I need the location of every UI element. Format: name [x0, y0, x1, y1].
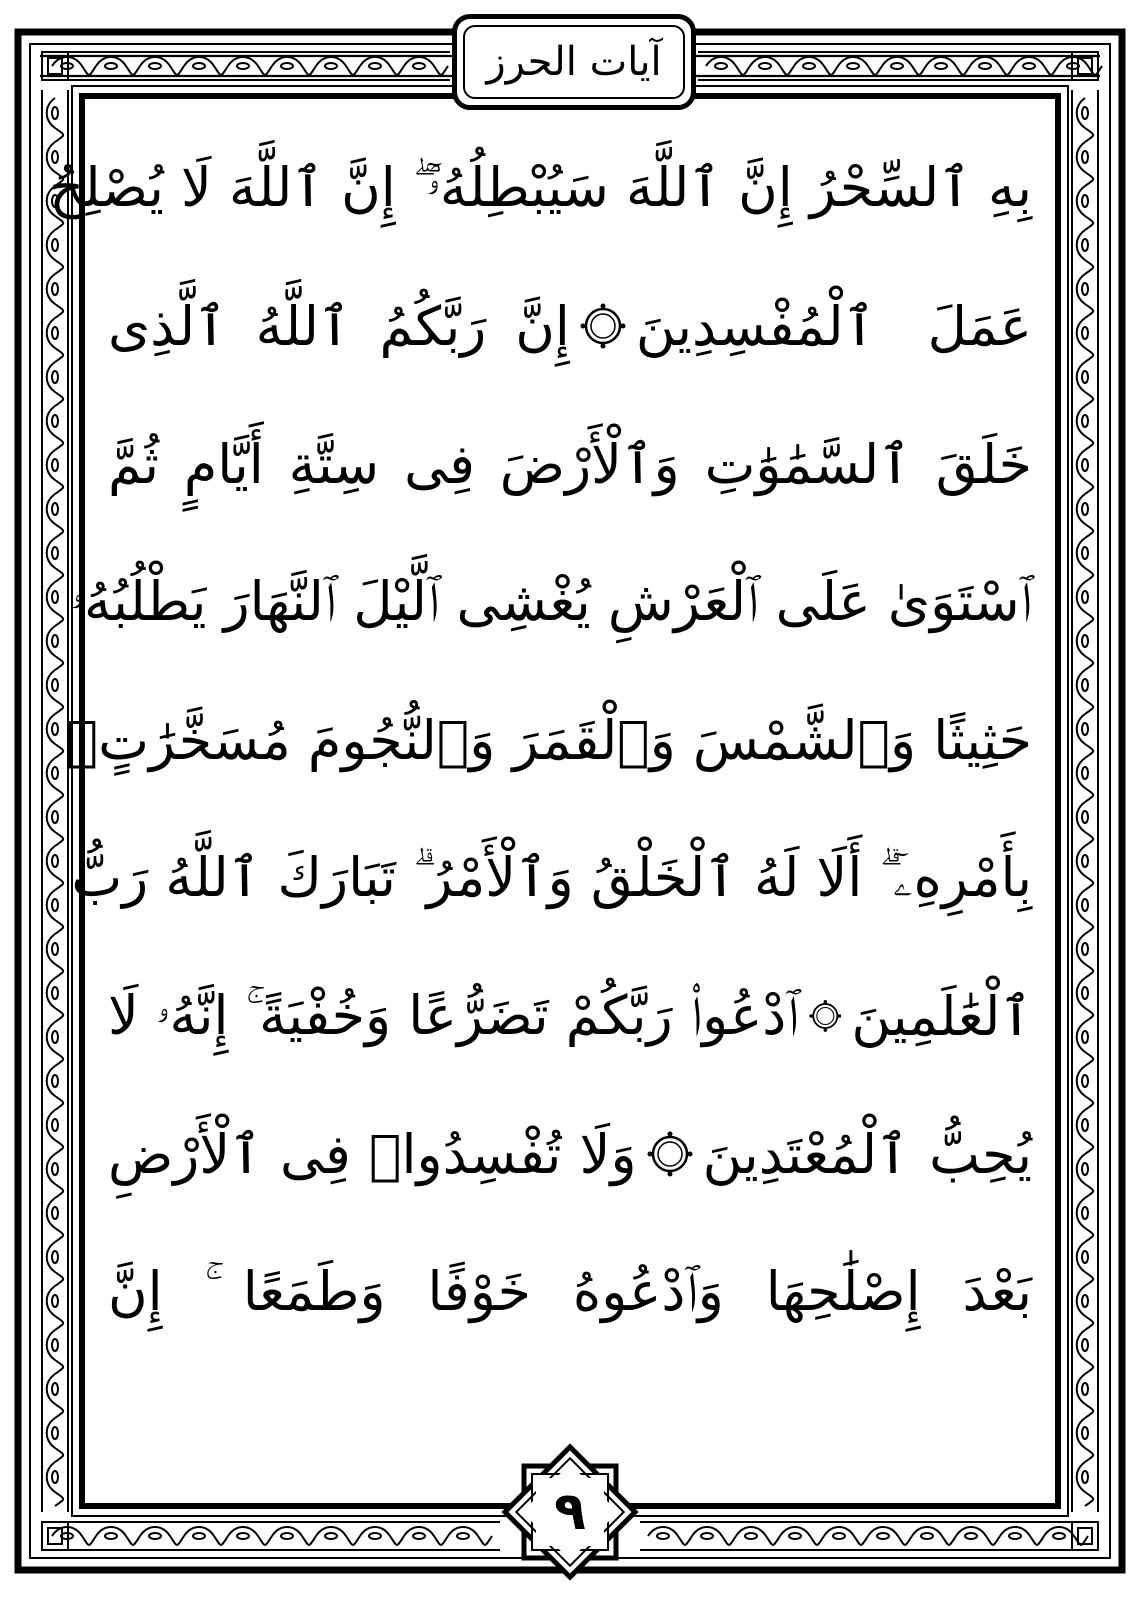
- verse-line-6: [71, 810, 1032, 946]
- verse-text: خَلَقَ ٱلسَّمَٰوَٰتِ وَٱلْأَرْضَ فِى سِتَّةِ أَيَّامٍ ثُمَّ: [108, 432, 1032, 496]
- verse-text-part-b: وَلَا تُفْسِدُوا۟ فِى ٱلْأَرْضِ: [108, 1122, 637, 1186]
- title-cartouche: [452, 14, 696, 110]
- verse-text: بِهِ ٱلسِّحْرُ إِنَّ ٱللَّهَ سَيُبْطِلُهُۥٓ ۖ إِنَّ ٱللَّهَ لَا يُصْلِحُ: [49, 156, 1032, 219]
- page-number-medallion: [498, 1440, 642, 1584]
- verse-line-8: [108, 1086, 1032, 1222]
- verse-line-2: [108, 258, 1032, 394]
- verse-text: بَعْدَ إِصْلَٰحِهَا وَٱدْعُوهُ خَوْفًا وَطَمَعًا ۚ إِنَّ: [108, 1260, 1032, 1323]
- verse-text-part-a: عَمَلَ ٱلْمُفْسِدِينَ: [635, 294, 1032, 358]
- verse-text-part-b: ٱدْعُوا۟ رَبَّكُمْ تَضَرُّعًا وَخُفْيَةً ۚ إِنَّهُۥ لَا: [108, 984, 799, 1047]
- verse-text-area: [49, 120, 1032, 1380]
- verse-line-9: [108, 1224, 1032, 1360]
- verse-line-1: [49, 120, 1032, 256]
- ayah-end-marker-icon: [647, 1131, 693, 1177]
- verse-line-7: [108, 948, 1032, 1084]
- verse-text-part-a: يُحِبُّ ٱلْمُعْتَدِينَ: [702, 1122, 1032, 1186]
- ayah-end-marker-icon: [580, 303, 626, 349]
- verse-text: حَثِيثًا وَٱلشَّمْسَ وَٱلْقَمَرَ وَٱلنُّجُومَ مُسَخَّرَٰتٍۭ: [65, 708, 1032, 772]
- page-number: ٩: [554, 1482, 586, 1542]
- verse-line-4: [70, 534, 1032, 670]
- verse-text: ٱسْتَوَىٰ عَلَى ٱلْعَرْشِ يُغْشِى ٱلَّيْلَ ٱلنَّهَارَ يَطْلُبُهُۥ: [70, 570, 1032, 633]
- verse-text: بِأَمْرِهِۦٓ ۗ أَلَا لَهُ ٱلْخَلْقُ وَٱلْأَمْرُ ۗ تَبَارَكَ ٱللَّهُ رَبُّ: [71, 846, 1032, 909]
- page-title: آيات الحرز: [486, 39, 662, 85]
- verse-line-5: [65, 672, 1032, 808]
- verse-line-3: [108, 396, 1032, 532]
- verse-text-part-a: ٱلْعَٰلَمِينَ: [851, 984, 1032, 1048]
- ayah-end-marker-icon: [809, 993, 842, 1039]
- verse-text-part-b: إِنَّ رَبَّكُمُ ٱللَّهُ ٱلَّذِى: [107, 294, 570, 358]
